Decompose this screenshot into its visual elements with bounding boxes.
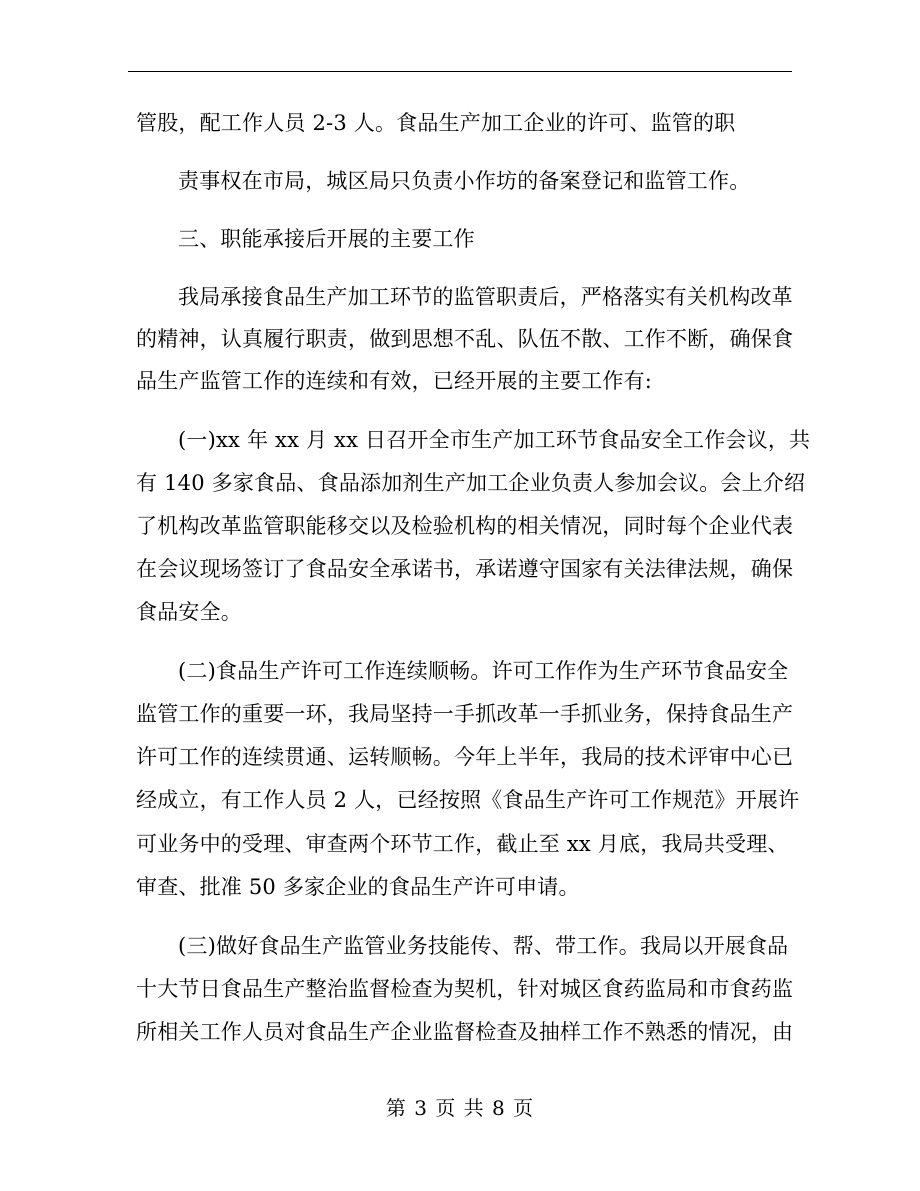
body-line: 的精神，认真履行职责，做到思想不乱、队伍不散、工作不断，确保食 xyxy=(136,327,794,351)
body-line: 所相关工作人员对食品生产企业监督检查及抽样工作不熟悉的情况，由 xyxy=(136,1020,794,1044)
body-line: 我局承接食品生产加工环节的监管职责后，严格落实有关机构改革 xyxy=(178,285,793,309)
body-line: 有 140 多家食品、食品添加剂生产加工企业负责人参加会议。会上介绍 xyxy=(136,471,806,495)
body-line: (一)xx 年 xx 月 xx 日召开全市生产加工环节食品安全工作会议，共 xyxy=(178,428,811,452)
body-line: 责事权在市局，城区局只负责小作坊的备案登记和监管工作。 xyxy=(178,169,751,193)
body-line: 许可工作的连续贯通、运转顺畅。今年上半年，我局的技术评审中心已 xyxy=(136,745,794,769)
body-line: 食品安全。 xyxy=(136,600,242,624)
body-line: 了机构改革监管职能移交以及检验机构的相关情况，同时每个企业代表 xyxy=(136,514,794,538)
body-line: 可业务中的受理、审查两个环节工作，截止至 xx 月底，我局共受理、 xyxy=(136,832,789,856)
body-line: 管股，配工作人员 2-3 人。食品生产加工企业的许可、监管的职 xyxy=(136,111,736,135)
body-line: 在会议现场签订了食品安全承诺书，承诺遵守国家有关法律法规，确保 xyxy=(136,557,794,581)
body-line: 审查、批准 50 多家企业的食品生产许可申请。 xyxy=(136,875,580,899)
body-line: 经成立，有工作人员 2 人，已经按照《食品生产许可工作规范》开展许 xyxy=(136,788,800,812)
body-line: (二)食品生产许可工作连续顺畅。许可工作作为生产环节食品安全 xyxy=(178,659,789,683)
body-line: (三)做好食品生产监管业务技能传、帮、带工作。我局以开展食品 xyxy=(178,934,789,958)
header-rule xyxy=(128,71,792,72)
page-number-footer: 第 3 页 共 8 页 xyxy=(385,1096,535,1120)
section-heading: 三、职能承接后开展的主要工作 xyxy=(178,227,475,251)
body-line: 监管工作的重要一环，我局坚持一手抓改革一手抓业务，保持食品生产 xyxy=(136,702,794,726)
body-line: 品生产监管工作的连续和有效，已经开展的主要工作有: xyxy=(136,369,653,393)
body-line: 十大节日食品生产整治监督检查为契机，针对城区食药监局和市食药监 xyxy=(136,977,794,1001)
